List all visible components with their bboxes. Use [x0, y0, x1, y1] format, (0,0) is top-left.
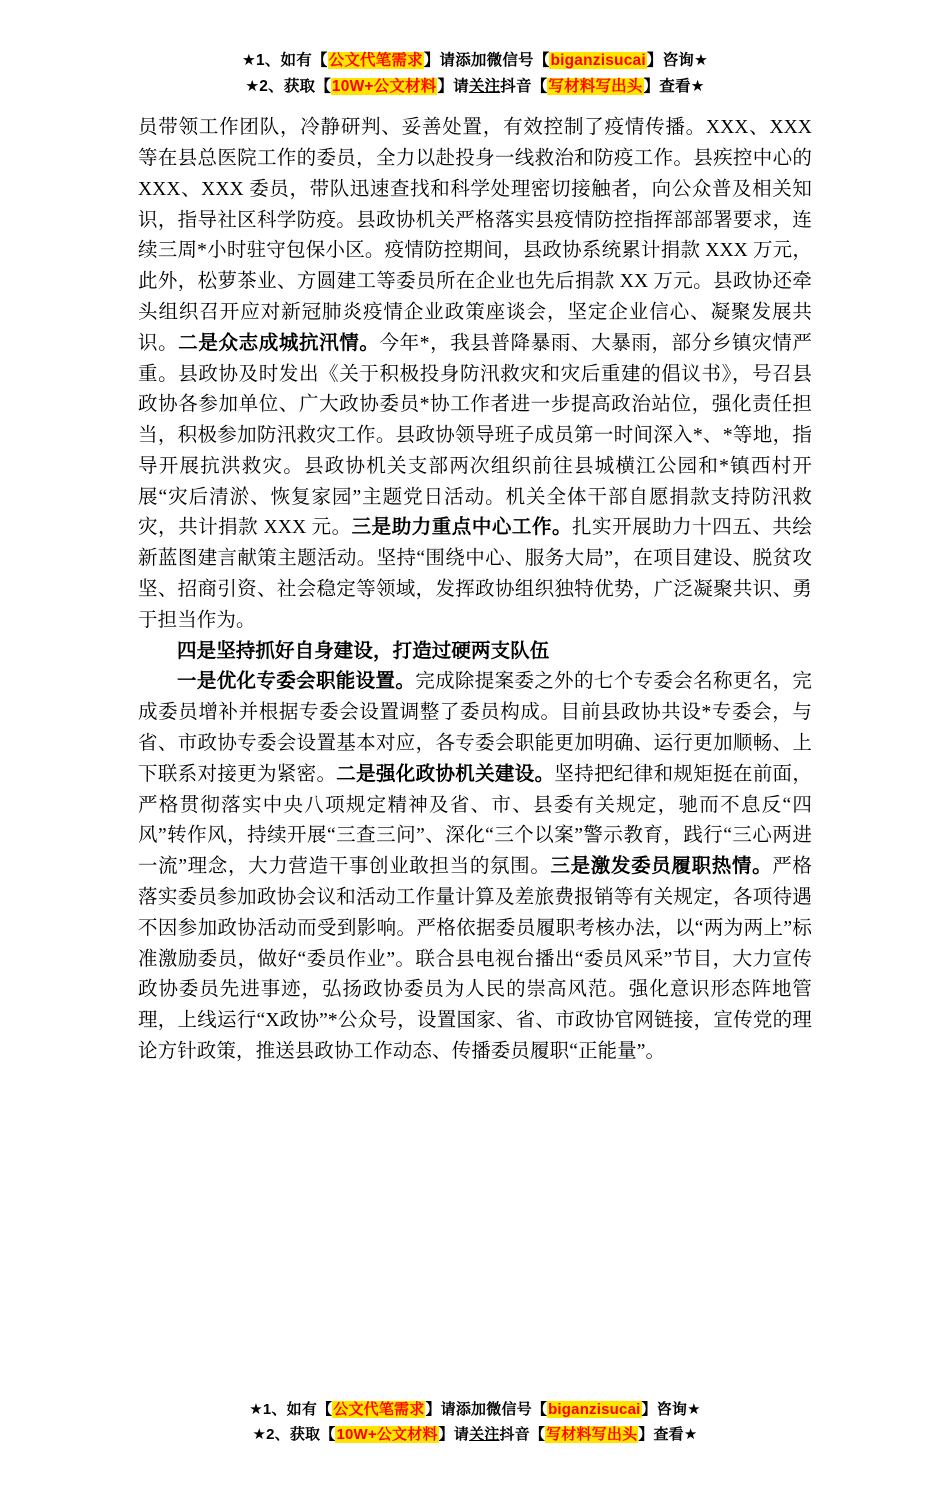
paragraph-2-subheading-3: 三是激发委员履职热情。 — [550, 856, 773, 878]
paragraph-1-part-c: 今年*，我县普降暴雨、大暴雨，部分乡镇灾情严重。县政协及时发出《关于积极投身防汛救灾和灾后重建的倡议书》，号召县政协各参加单位、广大政协委员*协工作者进一步提高政治站位，强化责任担当，积极参加防汛救灾工作。县政协领导班子成员第一时间深入*、*等地，指导开展抗洪救灾。县政协机关支部两次组织前往县城横江公园和*镇西村开展“灾后清淤、恢复家园”主题党日活动。机关全体干部自愿捐款支持防汛救灾，共计捐款 XXX 元。 — [138, 332, 813, 539]
promo-bottom-line2-mid-2: 抖音【 — [499, 1425, 546, 1443]
paragraph-1-part-a: 员带领工作团队，冷静研判、妥善处置，有效控制了疫情传播。XXX、XXX 等在县总医院工作的委员，全力以赴投身一线救治和防疫工作。县疾控中心的 XXX、XXX 委员，带队迅速查找和科学处理密切接触者，向公众普及相关知识，指导社区科学防疫。县政协机关严格落实县疫情防控指挥部部署要求，连续三周*小时驻守包保小区。疫情防控期间，县政协系统累计捐款 XXX 万元，此外，松萝茶业、方圆建工等委员所在企业也先后捐款 XX 万元。县政协还牵头组织召开应对新冠肺炎疫情企业政策座谈会，坚定企业信心、凝聚发展共识。 — [138, 117, 812, 354]
section-heading-4 — [138, 637, 812, 668]
promo-bottom-line2-highlight-1: 10W+公文材料 — [336, 1425, 438, 1443]
page-whitespace — [138, 1068, 812, 1398]
promo-top-line-2 — [138, 74, 812, 100]
promo-bottom-line2-underline: 关注 — [469, 1425, 500, 1443]
paragraph-2-part-f: 严格落实委员参加政协会议和活动工作量计算及差旅费报销等有关规定，各项待遇不因参加政协活动而受到影响。严格依据委员履职考核办法，以“两为两上”标准激励委员，做好“委员作业”。联合县电视台播出“委员风采”节目，大力宣传政协委员先进事迹，弘扬政协委员为人民的崇高风范。强化意识形态阵地管理，上线运行“X政协”*公众号，设置国家、省、市政协官网链接，宣传党的理论方针政策，推送县政协工作动态、传播委员履职“正能量”。 — [138, 856, 812, 1063]
promo-top-line2-underline: 关注 — [468, 77, 501, 95]
promo-top-line1-highlight-1: 公文代笔需求 — [328, 52, 423, 69]
promo-top-line2-highlight-2: 写材料写出头 — [548, 77, 643, 95]
paragraph-2-part-b: 完成除提案委之外的七个专委会名称更名，完成委员增补并根据专委会设置调整了委员构成。目前县政协共设*专委会，与省、市政协专委会设置基本对应，各专委会职能更加明确、运行更加顺畅、上下联系对接更为紧密。 — [138, 671, 812, 785]
promo-top-line2-mid: 】请 — [437, 77, 469, 95]
promo-bottom-line1-highlight-1: 公文代笔需求 — [333, 1400, 425, 1418]
promo-bottom-line2-highlight-2: 写材料写出头 — [546, 1425, 638, 1443]
paragraph-2-subheading-2: 二是强化政协机关建设。 — [336, 763, 555, 785]
promo-banner-bottom — [138, 1398, 812, 1448]
promo-bottom-line2-suffix: 】查看★ — [638, 1425, 698, 1443]
promo-bottom-line2-prefix: ★2、获取【 — [252, 1425, 336, 1443]
promo-top-line1-mid: 】请添加微信号【 — [423, 52, 550, 69]
promo-top-line1-prefix: ★1、如有【 — [241, 52, 328, 69]
promo-bottom-line-1 — [138, 1398, 812, 1423]
paragraph-2 — [138, 667, 812, 1067]
promo-bottom-line1-suffix: 】咨询★ — [641, 1400, 701, 1418]
promo-bottom-line1-highlight-2: biganzisucai — [548, 1400, 641, 1418]
promo-top-line1-suffix: 】咨询★ — [646, 52, 709, 69]
document-body — [138, 113, 812, 1068]
promo-top-line2-prefix: ★2、获取【 — [245, 77, 331, 95]
paragraph-1-subheading-2: 二是众志成城抗汛情。 — [178, 332, 380, 354]
promo-banner-top — [138, 48, 812, 99]
section-heading-4-text: 四是坚持抓好自身建设，打造过硬两支队伍 — [177, 640, 550, 662]
paragraph-2-part-d: 坚持把纪律和规矩挺在前面，严格贯彻落实中央八项规定精神及省、市、县委有关规定，驰而不息反“四风”转作风，持续开展“三查三问”、深化“三个以案”警示教育，践行“三心两进一流”理念，大力营造干事创业敢担当的氛围。 — [138, 763, 812, 878]
promo-bottom-line1-prefix: ★1、如有【 — [249, 1400, 333, 1418]
promo-top-line1-highlight-2: biganzisucai — [550, 52, 646, 69]
promo-top-line2-highlight-1: 10W+公文材料 — [331, 77, 437, 95]
promo-top-line2-suffix: 】查看★ — [643, 77, 705, 95]
promo-top-line2-mid-2: 抖音【 — [500, 77, 548, 95]
paragraph-1-subheading-3: 三是助力重点中心工作。 — [351, 517, 573, 539]
paragraph-1-part-e: 扎实开展助力十四五、共绘新蓝图建言献策主题活动。坚持“围绕中心、服务大局”，在项目建设、脱贫攻坚、招商引资、社会稳定等领域，发挥政协组织独特优势，广泛凝聚共识、勇于担当作为。 — [138, 517, 812, 631]
promo-bottom-line2-mid: 】请 — [438, 1425, 470, 1443]
promo-bottom-line-2 — [138, 1423, 812, 1448]
promo-top-line-1 — [138, 48, 812, 74]
paragraph-1 — [138, 113, 812, 637]
paragraph-2-subheading-1: 一是优化专委会职能设置。 — [177, 671, 416, 693]
promo-bottom-line1-mid: 】请添加微信号【 — [425, 1400, 548, 1418]
